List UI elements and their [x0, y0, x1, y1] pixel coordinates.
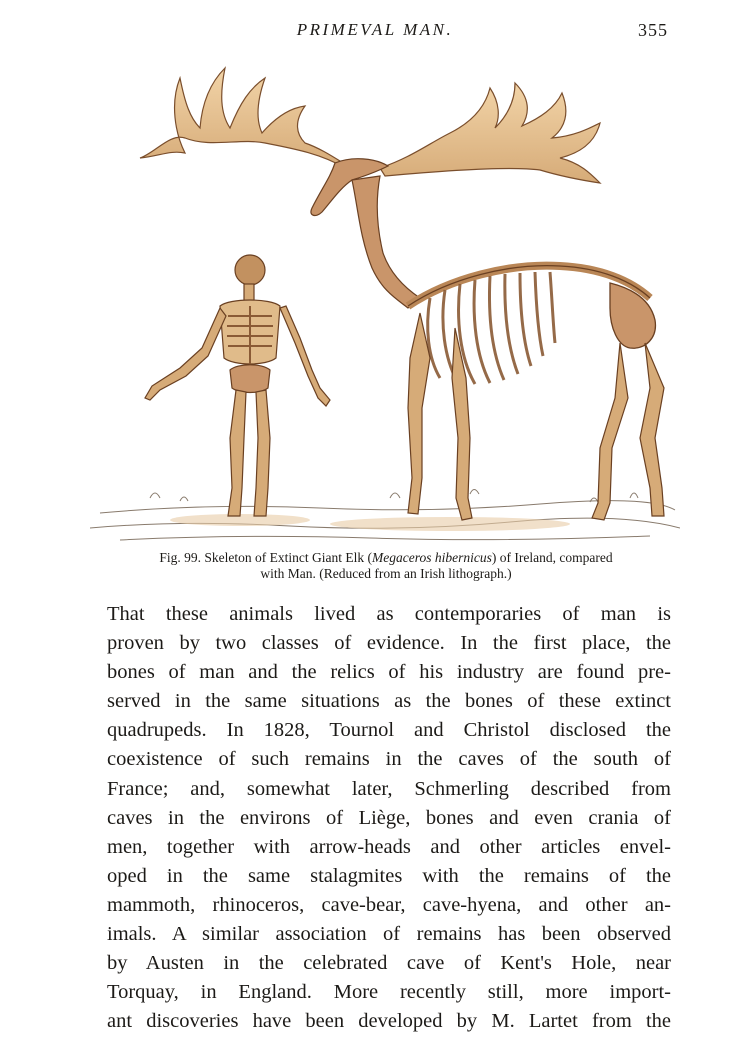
- skeleton-illustration: [90, 58, 680, 548]
- elk-skull-neck: [311, 159, 420, 308]
- page-number: 355: [638, 20, 668, 40]
- body-line: coexistence of such remains in the caves of the south of: [107, 748, 671, 771]
- body-line: caves in the environs of Liège, bones and even crania of: [107, 806, 671, 829]
- caption-suffix: ) of Ireland, compared: [491, 550, 613, 565]
- body-line: ant discoveries have been developed by M. Lartet from the: [107, 1010, 671, 1033]
- body-line: quadrupeds. In 1828, Tournol and Christol disclosed the: [107, 719, 671, 742]
- running-title: PRIMEVAL MAN.: [296, 20, 454, 39]
- body-line: imals. A similar association of remains has been observed: [107, 923, 671, 946]
- body-line: bones of man and the relics of his industry are found pre-: [107, 661, 671, 684]
- body-line: by Austen in the celebrated cave of Kent's Hole, near: [107, 952, 671, 975]
- figure-caption: [100, 550, 672, 582]
- running-header: [0, 18, 750, 46]
- caption-scientific-name: Megaceros hibernicus: [372, 550, 492, 565]
- body-line: Torquay, in England. More recently still, more import-: [107, 981, 671, 1004]
- body-paragraph: [107, 600, 671, 1036]
- body-line: oped in the same stalagmites with the remains of the: [107, 864, 671, 887]
- body-line: France; and, somewhat later, Schmerling described from: [107, 777, 671, 800]
- body-line: proven by two classes of evidence. In the first place, the: [107, 632, 671, 655]
- caption-prefix: Fig. 99. Skeleton of Extinct Giant Elk (: [159, 550, 373, 565]
- figure-elk-and-man-skeletons: [90, 58, 680, 548]
- body-line: That these animals lived as contemporaries of man is: [107, 603, 671, 625]
- human-skeleton: [145, 255, 330, 516]
- ground: [90, 490, 680, 541]
- body-line: men, together with arrow-heads and other articles envel-: [107, 835, 671, 858]
- body-line: served in the same situations as the bones of these extinct: [107, 690, 671, 713]
- body-line: mammoth, rhinoceros, cave-bear, cave-hyena, and other an-: [107, 893, 671, 916]
- caption-line-2: with Man. (Reduced from an Irish lithograph.): [260, 566, 512, 581]
